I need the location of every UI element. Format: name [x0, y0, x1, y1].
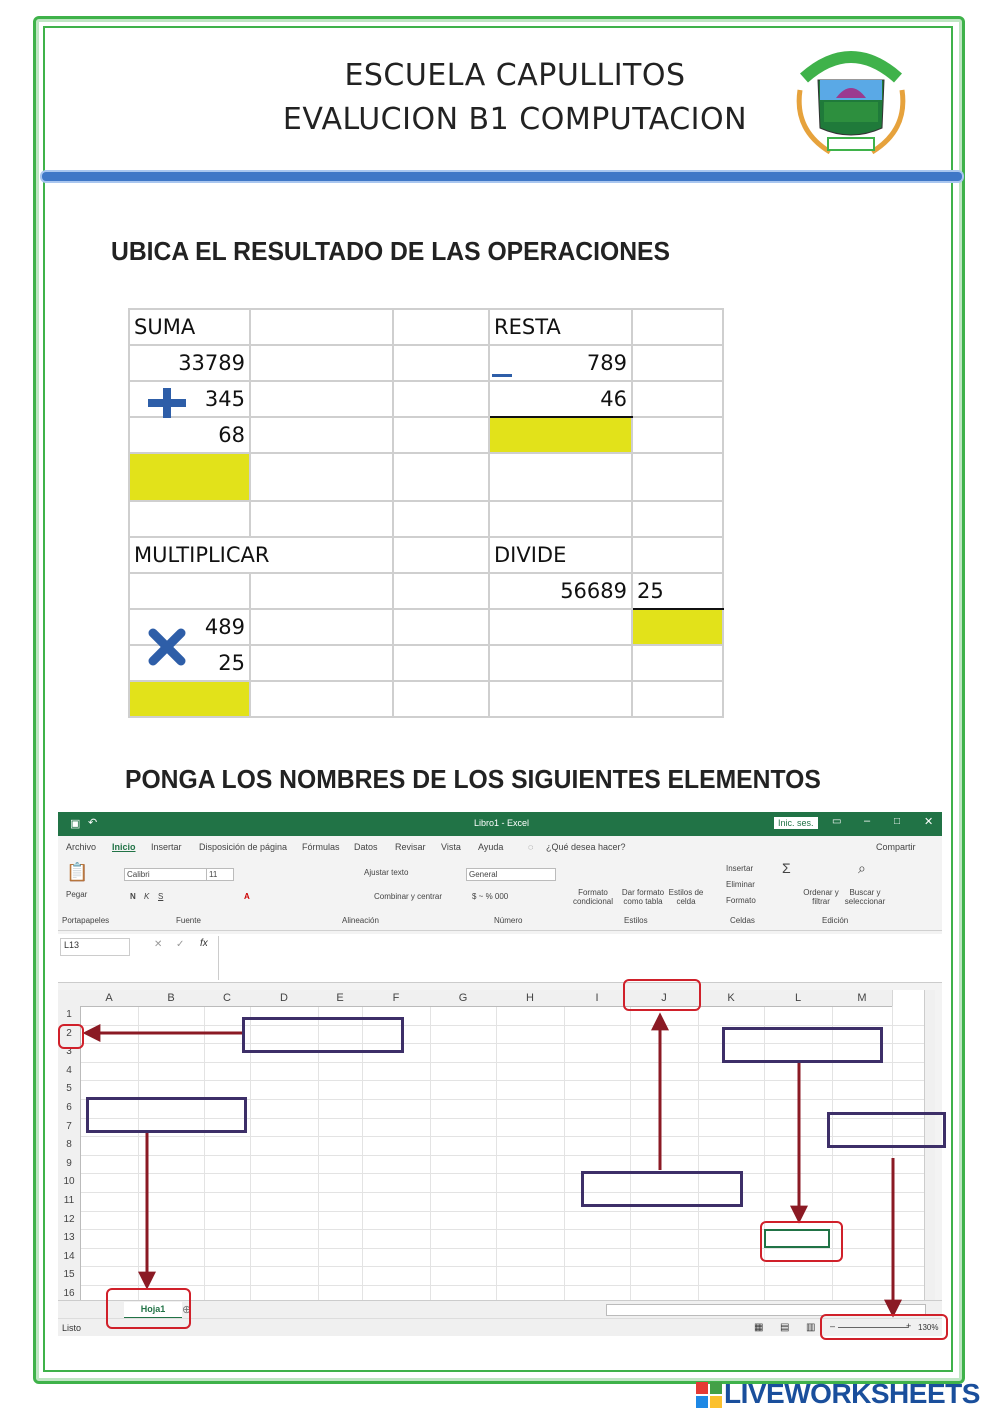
- column-header-e[interactable]: E: [318, 990, 363, 1007]
- column-header-b[interactable]: B: [138, 990, 205, 1007]
- row-header-13[interactable]: 13: [58, 1229, 81, 1249]
- answer-box-row[interactable]: [242, 1017, 404, 1053]
- format-cells-button[interactable]: Formato: [726, 896, 756, 905]
- currency-icon[interactable]: $ ~ % 000: [472, 892, 509, 901]
- suma-label: SUMA: [129, 309, 250, 345]
- callout-cell-l13: [760, 1221, 843, 1262]
- column-header-a[interactable]: A: [80, 990, 139, 1007]
- status-text: Listo: [62, 1323, 82, 1333]
- enter-icon[interactable]: ✓: [176, 939, 185, 950]
- row-header-14[interactable]: 14: [58, 1248, 81, 1268]
- callout-row-2: [58, 1024, 84, 1049]
- maximize-icon[interactable]: □: [894, 816, 901, 827]
- multiplicar-label: MULTIPLICAR: [129, 537, 393, 573]
- wrap-text-button[interactable]: Ajustar texto: [364, 868, 409, 877]
- footer-brand-text: LIVEWORKSHEETS: [724, 1378, 980, 1409]
- school-title: ESCUELA CAPULLITOS: [344, 58, 686, 93]
- paste-icon[interactable]: 📋: [66, 862, 89, 882]
- zoom-level: 130%: [918, 1323, 939, 1332]
- row-header-11[interactable]: 11: [58, 1192, 81, 1212]
- name-box[interactable]: L13: [60, 938, 130, 956]
- column-header-f[interactable]: F: [362, 990, 431, 1007]
- answer-box-cell[interactable]: [722, 1027, 883, 1063]
- row-header-1[interactable]: 1: [58, 1006, 81, 1026]
- function-icon[interactable]: fx: [200, 938, 208, 949]
- column-header-l[interactable]: L: [764, 990, 833, 1007]
- delete-cells-button[interactable]: Eliminar: [726, 880, 755, 889]
- styles-group-label: Estilos: [624, 916, 648, 925]
- tab-ayuda[interactable]: Ayuda: [478, 842, 504, 852]
- row-header-6[interactable]: 6: [58, 1099, 81, 1119]
- tab-datos[interactable]: Datos: [354, 842, 378, 852]
- cancel-icon[interactable]: ✕: [154, 939, 163, 950]
- alignment-group-label: Alineación: [342, 916, 379, 925]
- underline-button[interactable]: S: [158, 892, 164, 901]
- resta-value-2: 46: [489, 381, 632, 417]
- number-group-label: Número: [494, 916, 523, 925]
- ribbon-options-icon[interactable]: ▭: [832, 816, 842, 827]
- insert-cells-button[interactable]: Insertar: [726, 864, 754, 873]
- divide-divisor: 25: [632, 573, 723, 609]
- row-header-7[interactable]: 7: [58, 1118, 81, 1138]
- tell-me-input[interactable]: ¿Qué desea hacer?: [546, 842, 626, 852]
- minimize-icon[interactable]: –: [864, 815, 871, 827]
- callout-zoom: [820, 1314, 948, 1340]
- cells-group-label: Celdas: [730, 916, 755, 925]
- section-heading-elements: PONGA LOS NOMBRES DE LOS SIGUIENTES ELEMENTOS: [125, 764, 821, 794]
- sort-filter-button[interactable]: Ordenar y filtrar: [803, 888, 839, 906]
- row-header-9[interactable]: 9: [58, 1155, 81, 1175]
- sign-in-button[interactable]: Inic. ses.: [774, 817, 818, 829]
- tab-revisar[interactable]: Revisar: [395, 842, 426, 852]
- footer-brand: [696, 1378, 996, 1410]
- save-icon: ▣: [70, 818, 81, 830]
- font-name-select[interactable]: Calibri: [124, 868, 208, 881]
- tab-archivo[interactable]: Archivo: [66, 842, 97, 852]
- row-header-8[interactable]: 8: [58, 1136, 81, 1156]
- search-icon[interactable]: ⌕: [858, 860, 866, 876]
- callout-column-j: [623, 979, 701, 1011]
- tab-inicio[interactable]: Inicio: [112, 842, 136, 852]
- answer-box-column[interactable]: [581, 1171, 743, 1207]
- edit-group-label: Edición: [822, 916, 849, 925]
- tab-formulas[interactable]: Fórmulas: [302, 842, 340, 852]
- row-header-5[interactable]: 5: [58, 1080, 81, 1100]
- find-select-button[interactable]: Buscar y seleccionar: [844, 888, 886, 906]
- column-header-c[interactable]: C: [204, 990, 251, 1007]
- resta-label: RESTA: [489, 309, 632, 345]
- conditional-format-button[interactable]: Formato condicional: [572, 888, 614, 906]
- multiplicar-value-1: 489: [129, 609, 250, 645]
- tab-vista[interactable]: Vista: [441, 842, 461, 852]
- sheet-tab-hoja1[interactable]: Hoja1: [124, 1302, 182, 1319]
- bold-button[interactable]: N: [130, 892, 136, 901]
- callout-sheet-tab: [106, 1288, 191, 1329]
- font-color-icon[interactable]: A: [244, 892, 250, 901]
- paste-button[interactable]: Pegar: [66, 890, 88, 899]
- row-header-15[interactable]: 15: [58, 1266, 81, 1286]
- divide-dividend: 56689: [489, 573, 632, 609]
- column-header-j[interactable]: J: [630, 990, 699, 1007]
- zoom-in-icon[interactable]: +: [906, 1321, 912, 1331]
- tab-insertar[interactable]: Insertar: [151, 842, 182, 852]
- clipboard-group-label: Portapapeles: [62, 916, 110, 925]
- page-layout-icon[interactable]: ▤: [780, 1322, 790, 1333]
- add-sheet-icon[interactable]: ⊕: [182, 1304, 192, 1316]
- suma-value-3: 68: [129, 417, 250, 453]
- font-size-select[interactable]: 11: [206, 868, 234, 881]
- column-header-d[interactable]: D: [250, 990, 319, 1007]
- answer-box-zoom[interactable]: [827, 1112, 946, 1148]
- row-header-2[interactable]: 2: [58, 1025, 81, 1045]
- number-format-select[interactable]: General: [466, 868, 556, 881]
- row-header-16[interactable]: 16: [58, 1285, 81, 1305]
- cell-styles-button[interactable]: Estilos de celda: [668, 888, 704, 906]
- share-button[interactable]: Compartir: [876, 842, 916, 852]
- format-table-button[interactable]: Dar formato como tabla: [621, 888, 665, 906]
- multiplicar-value-2: 25: [129, 645, 250, 681]
- zoom-out-icon[interactable]: –: [830, 1321, 836, 1331]
- column-header-i[interactable]: I: [564, 990, 631, 1007]
- close-icon[interactable]: ✕: [924, 816, 934, 828]
- divide-label: DIVIDE: [489, 537, 632, 573]
- row-header-3[interactable]: 3: [58, 1043, 81, 1063]
- section-heading-operations: UBICA EL RESULTADO DE LAS OPERACIONES: [111, 236, 671, 266]
- column-header-g[interactable]: G: [430, 990, 497, 1007]
- tell-me-icon[interactable]: ◌: [528, 842, 534, 852]
- column-header-m[interactable]: M: [832, 990, 893, 1007]
- suma-value-2: 345: [129, 381, 250, 417]
- font-group-label: Fuente: [176, 916, 201, 925]
- liveworksheets-logo-icon: [696, 1382, 722, 1408]
- resta-value-1: 789: [489, 345, 632, 381]
- column-header-k[interactable]: K: [698, 990, 765, 1007]
- row-header-4[interactable]: 4: [58, 1062, 81, 1082]
- exam-subtitle: EVALUCION B1 COMPUTACION: [282, 102, 748, 137]
- suma-value-1: 33789: [129, 345, 250, 381]
- column-header-h[interactable]: H: [496, 990, 565, 1007]
- answer-box-sheet[interactable]: [86, 1097, 247, 1133]
- italic-button[interactable]: K: [144, 892, 150, 901]
- tab-disposicion[interactable]: Disposición de página: [199, 842, 288, 852]
- page-break-icon[interactable]: ▥: [806, 1322, 816, 1333]
- autosum-icon[interactable]: Σ: [782, 860, 791, 876]
- merge-center-button[interactable]: Combinar y centrar: [374, 892, 443, 901]
- row-header-10[interactable]: 10: [58, 1173, 81, 1193]
- excel-window-title: Libro1 - Excel: [474, 818, 530, 828]
- row-header-12[interactable]: 12: [58, 1211, 81, 1231]
- normal-view-icon[interactable]: ▦: [754, 1322, 764, 1333]
- undo-icon: ↶: [88, 817, 98, 829]
